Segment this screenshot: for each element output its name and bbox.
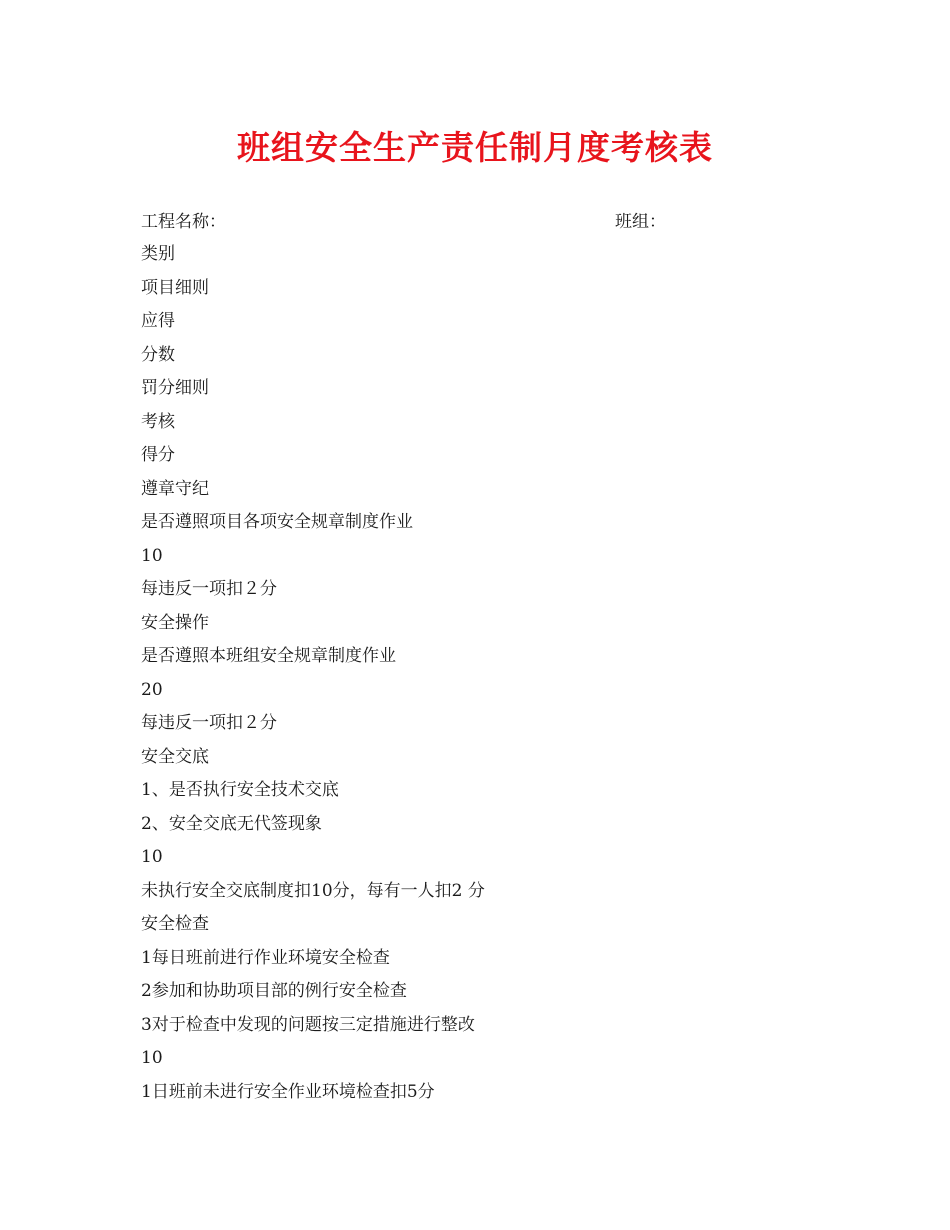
content-line: 每违反一项扣２分 [141, 579, 277, 599]
content-line: 10 [141, 545, 163, 566]
team-label: 班组： [615, 212, 666, 232]
content-line: 10 [141, 1048, 163, 1068]
content-line: 项目细则 [141, 277, 209, 298]
content-line: 罚分细则 [141, 378, 209, 398]
content-line: 2参加和协助项目部的例行安全检查 [141, 981, 407, 1001]
content-line: 1每日班前进行作业环境安全检查 [141, 947, 390, 968]
document-title: 班组安全生产责任制月度考核表 [237, 128, 713, 167]
content-line: 安全交底 [141, 746, 209, 767]
content-line: 安全检查 [141, 914, 209, 934]
header-fields [141, 208, 841, 236]
content-line: 类别 [141, 244, 175, 264]
content-line: 安全操作 [141, 612, 209, 633]
content-line: 3对于检查中发现的问题按三定措施进行整改 [141, 1014, 475, 1035]
content-line: 每违反一项扣２分 [141, 713, 277, 733]
content-line: 应得 [141, 311, 175, 331]
content-line: 分数 [141, 344, 175, 365]
content-line: 10 [141, 847, 163, 867]
project-name-label: 工程名称： [141, 212, 226, 232]
content-line: 是否遵照项目各项安全规章制度作业 [141, 512, 413, 532]
content-line: 遵章守纪 [141, 478, 209, 499]
content-line: 1、是否执行安全技术交底 [141, 780, 339, 800]
content-lines [141, 240, 861, 1111]
content-line: 未执行安全交底制度扣10分，每有一人扣2 分 [141, 880, 485, 901]
content-line: 得分 [141, 445, 175, 465]
content-line: 2、安全交底无代签现象 [141, 813, 322, 834]
content-line: 20 [141, 679, 163, 700]
content-line: 考核 [141, 411, 175, 432]
content-line: 是否遵照本班组安全规章制度作业 [141, 646, 396, 666]
content-line: 1日班前未进行安全作业环境检查扣5分 [141, 1081, 435, 1102]
